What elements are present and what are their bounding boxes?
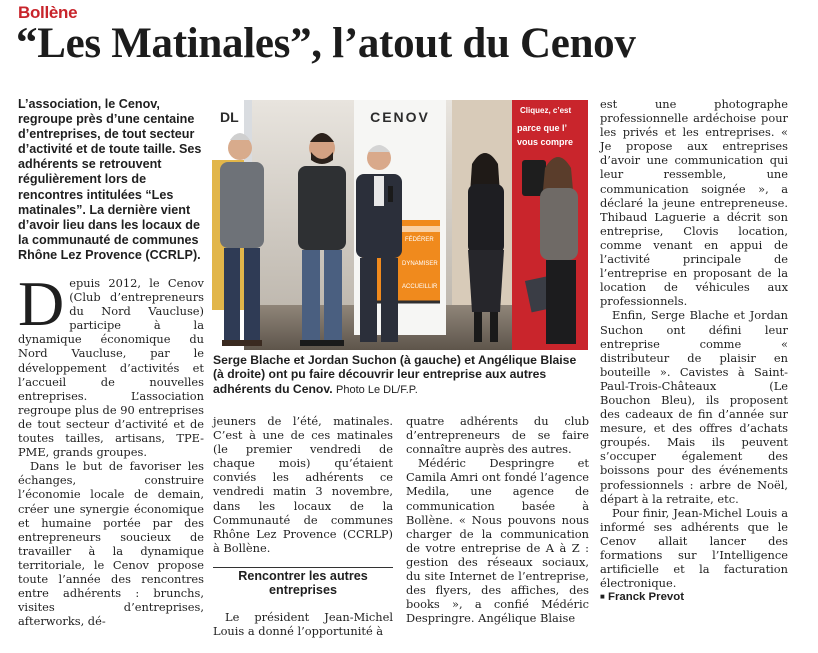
section-kicker: Bollène [18, 3, 78, 22]
intertitle: Rencontrer les autres entreprises [213, 567, 393, 598]
article-column-2-continued [213, 610, 393, 638]
paragraph: Pour finir, Jean-Michel Louis a informé ses adhérents que le Cenov allait lancer des formations sur l’Intelligence artificielle et la facturation électronique. [600, 505, 788, 591]
paragraph: Le président Jean-Michel Louis a donné l’opportunité à [213, 610, 393, 639]
author-name: Franck Prevot [608, 591, 684, 604]
article-column-2 [213, 414, 393, 555]
article-lead: L’association, le Cenov, regroupe près d’une centaine d’entreprises, de tout secteur d’activité et de toute taille. Ses adhérents se retrouvent régulièrement lors de rencontres intitulées “Les matinales”. La dernière vient d’avoir lieu dans les locaux de la communauté de communes Rhône Lez Provence (CCRLP). [18, 97, 202, 262]
article-column-1 [18, 268, 204, 629]
caption-text: Serge Blache et Jordan Suchon (à gauche) et Angélique Blaise (à droite) ont pu faire découvrir leur entreprise aux autres adhérents du Cenov. [213, 353, 577, 396]
article-photo [212, 100, 588, 350]
paragraph: est une photographe professionnelle ardéchoise pour les privés et les entreprises. « Je propose aux entreprises d’avoir une communication qui leur ressemble, une communication soignée », a déclaré la jeune entrepreneuse. Thibaud Laguerie a décrit son entreprise, Clovis location, comme venant en appui de l’activité principale de l’entreprise en proposant de la location de véhicules aux professionnels. [600, 97, 788, 309]
paragraph: Enfin, Serge Blache et Jordan Suchon ont défini leur entreprise comme « distributeur de plaisir en bouteille ». Cavistes à Saint-Paul-Trois-Châteaux (Le Bouchon Bleu), ils proposent des cadeaux de fin d’année sur mesure, et des offres d’achats groupés. Mais ils peuvent s’occuper également des boissons pour des événements professionnels : arbre de Noël, départ à la retraite, etc. [600, 308, 788, 506]
poster-text: Cliquez, c’est [520, 106, 572, 115]
poster-text: parce que l’ [517, 123, 568, 133]
poster-text: vous compre [517, 137, 574, 147]
bullet-icon: ■ [600, 592, 605, 602]
article-column-3 [406, 414, 589, 625]
banner-word: ACCUEILLIR [402, 284, 438, 290]
drop-cap: D [18, 268, 65, 339]
page-title: “Les Matinales”, l’atout du Cenov [16, 20, 636, 67]
paragraph: Dans le but de favoriser les échanges, construire l’économie locale de demain, créer une synergie économique et humaine portée par des entrepreneurs soucieux de travailler à la dynamique territoriale, le Cenov propose toute l’année des rencontres entre adhérents : brunchs, visites d’entreprises, afterworks, dé- [18, 459, 204, 629]
article-column-4 [600, 97, 788, 604]
paragraph: quatre adhérents du club d’entrepreneurs de se faire connaître auprès des autres. [406, 414, 589, 457]
author-signature [600, 590, 788, 604]
paragraph: jeuners de l’été, matinales. C’est à une de ces matinales (le premier vendredi de chaque mois) qu’étaient conviés les adhérents ce vendredi matin 3 novembre, dans les locaux de la Communauté de communes Rhône Lez Provence (CCRLP) à Bollène. [213, 414, 393, 555]
banner-word: DYNAMISER [402, 261, 438, 267]
group-photo-illustration [212, 100, 588, 350]
banner-word: FÉDÉRER [405, 237, 434, 243]
photo-caption [213, 353, 588, 397]
banner-logo-text: DL [220, 109, 239, 125]
photo-credit: Photo Le DL/F.P. [336, 383, 418, 396]
paragraph: Médéric Despringre et Camila Amri ont fondé l’agence Medila, une agence de communication basée à Bollène. « Nous pouvons nous charger de la communication de votre entreprise de A à Z : gestion des réseaux sociaux, du site Internet de l’entreprise, des flyers, des affiches, des books », a confié Médéric Despringre. Angélique Blaise [406, 456, 589, 626]
paragraph: epuis 2012, le Cenov (Club d’entrepreneurs du Nord Vaucluse) participe à la dynamique économique du Nord Vaucluse, par le développement d’activités et l’accueil de nouvelles entreprises. L’association regroupe plus de 90 entreprises de tout secteur d’activité et de toutes tailles, artisans, TPE-PME, grands groupes. [18, 276, 204, 460]
banner-logo-text: CENOV [370, 109, 430, 125]
